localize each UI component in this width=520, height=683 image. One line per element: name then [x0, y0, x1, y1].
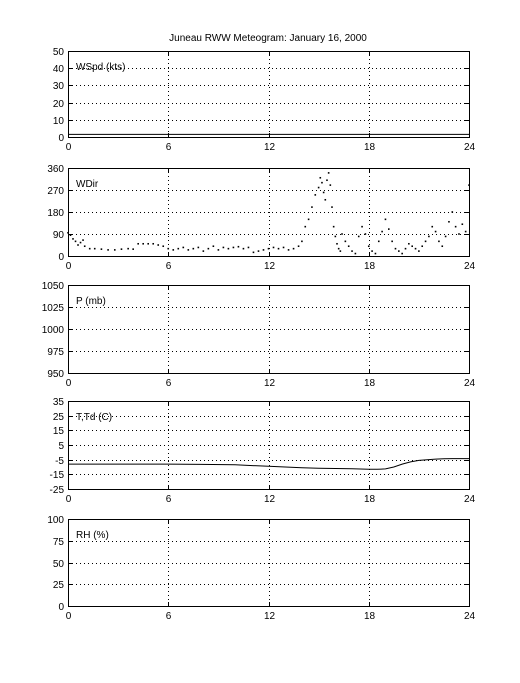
data-point [278, 248, 280, 250]
data-point [415, 248, 417, 250]
data-point [411, 245, 413, 247]
data-point [338, 248, 340, 250]
y-axis-label: T,Td (C) [76, 412, 113, 423]
axes-frame [69, 52, 470, 138]
data-point [395, 248, 397, 250]
y-tick-label: -15 [49, 470, 64, 481]
data-point [70, 234, 72, 236]
figure-title: Juneau RWW Meteogram: January 16, 2000 [169, 33, 367, 44]
data-point [405, 248, 407, 250]
data-point [421, 245, 423, 247]
data-point [368, 245, 370, 247]
data-point [288, 249, 290, 251]
x-tick-label: 12 [263, 611, 276, 622]
data-point [333, 226, 335, 228]
y-tick-label: 100 [47, 515, 64, 526]
panel-wspd [53, 47, 476, 153]
x-tick-label: 24 [463, 494, 476, 505]
data-point [127, 248, 129, 250]
data-point [451, 211, 453, 213]
data-point [293, 248, 295, 250]
data-point [89, 248, 91, 250]
data-point [365, 233, 367, 235]
panel-rh [47, 515, 475, 622]
data-point [273, 247, 275, 249]
y-tick-label: 20 [52, 99, 64, 110]
y-tick-label: 180 [47, 208, 64, 219]
y-axis-label: WDir [76, 179, 99, 190]
y-tick-label: 25 [52, 580, 64, 591]
panel-temp [50, 397, 476, 505]
y-tick-label: 90 [52, 230, 64, 241]
x-tick-label: 18 [363, 261, 376, 272]
data-point [425, 241, 427, 243]
x-tick-label: 6 [165, 611, 172, 622]
data-point [238, 246, 240, 248]
panel-pressure [42, 281, 476, 389]
data-point [385, 219, 387, 221]
data-point [94, 248, 96, 250]
data-point [298, 245, 300, 247]
data-point [193, 248, 195, 250]
data-point [378, 241, 380, 243]
data-point [408, 243, 410, 245]
data-point [323, 192, 325, 194]
y-tick-label: -25 [49, 485, 64, 496]
x-tick-label: 0 [65, 611, 72, 622]
x-tick-label: 18 [363, 494, 376, 505]
data-point [233, 247, 235, 249]
y-tick-label: 0 [58, 133, 64, 144]
data-point [114, 249, 116, 251]
data-point [428, 236, 430, 238]
y-tick-label: 5 [58, 441, 64, 452]
data-point [398, 250, 400, 252]
x-tick-label: 18 [363, 142, 376, 153]
data-point [258, 250, 260, 252]
x-tick-label: 24 [463, 378, 476, 389]
data-point [213, 245, 215, 247]
x-tick-label: 24 [463, 142, 476, 153]
data-point [167, 248, 169, 250]
data-point [137, 243, 139, 245]
x-tick-label: 18 [363, 611, 376, 622]
data-point [431, 226, 433, 228]
data-point [321, 182, 323, 184]
y-tick-label: 50 [52, 559, 64, 570]
y-tick-label: 10 [52, 116, 64, 127]
y-tick-label: 975 [47, 347, 64, 358]
data-point [283, 247, 285, 249]
data-point [401, 253, 403, 255]
data-point [80, 242, 82, 244]
data-point [132, 248, 134, 250]
data-point [188, 249, 190, 251]
data-point [326, 179, 328, 181]
x-tick-label: 6 [165, 378, 172, 389]
y-tick-label: 360 [47, 164, 64, 175]
data-point [157, 244, 159, 246]
y-tick-label: 35 [52, 397, 64, 408]
data-point [177, 248, 179, 250]
data-point [304, 226, 306, 228]
y-tick-label: 15 [52, 426, 64, 437]
data-point [311, 206, 313, 208]
data-point [268, 248, 270, 250]
y-tick-label: -5 [55, 456, 64, 467]
data-point [468, 184, 470, 186]
data-point [203, 250, 205, 252]
data-point [361, 226, 363, 228]
data-point [253, 252, 255, 254]
data-point [371, 250, 373, 252]
data-point [330, 184, 332, 186]
data-point [448, 221, 450, 223]
data-point [462, 223, 464, 225]
x-tick-label: 24 [463, 261, 476, 272]
data-point [228, 248, 230, 250]
data-point [348, 245, 350, 247]
x-tick-label: 6 [165, 494, 172, 505]
data-point [318, 187, 320, 189]
y-tick-label: 1050 [41, 281, 64, 292]
y-tick-label: 0 [58, 602, 64, 613]
x-tick-label: 6 [165, 142, 172, 153]
data-point [441, 245, 443, 247]
data-point [198, 247, 200, 249]
y-tick-label: 50 [52, 47, 64, 58]
data-point [84, 245, 86, 247]
y-tick-label: 40 [52, 64, 64, 75]
x-tick-label: 0 [65, 494, 72, 505]
data-point [263, 249, 265, 251]
data-point [375, 253, 377, 255]
data-point [381, 231, 383, 233]
data-point [435, 231, 437, 233]
x-tick-label: 18 [363, 378, 376, 389]
panel-wdir [47, 164, 475, 272]
data-point [77, 244, 79, 246]
x-tick-label: 0 [65, 261, 72, 272]
data-point [336, 243, 338, 245]
data-point [465, 231, 467, 233]
data-point [391, 241, 393, 243]
data-point [72, 238, 74, 240]
x-tick-label: 12 [263, 261, 276, 272]
y-tick-label: 25 [52, 412, 64, 423]
data-point [455, 226, 457, 228]
data-point [319, 177, 321, 179]
data-point [351, 250, 353, 252]
data-point [147, 243, 149, 245]
data-point [248, 247, 250, 249]
data-point [355, 253, 357, 255]
x-tick-label: 6 [165, 261, 172, 272]
x-tick-label: 12 [263, 378, 276, 389]
data-point [458, 233, 460, 235]
data-point [67, 232, 69, 234]
y-tick-label: 30 [52, 81, 64, 92]
data-point [208, 248, 210, 250]
data-point [445, 236, 447, 238]
y-tick-label: 950 [47, 369, 64, 380]
y-tick-label: 1000 [41, 325, 64, 336]
data-point [223, 247, 225, 249]
y-axis-label: WSpd (kts) [76, 62, 126, 73]
data-point [107, 249, 109, 251]
data-point [75, 241, 77, 243]
data-point [308, 219, 310, 221]
panels [42, 47, 476, 622]
data-point [152, 243, 154, 245]
data-point [172, 249, 174, 251]
data-point [82, 239, 84, 241]
data-point [182, 247, 184, 249]
y-tick-label: 75 [52, 537, 64, 548]
data-point [325, 199, 327, 201]
data-point [331, 206, 333, 208]
data-point [335, 236, 337, 238]
x-tick-label: 0 [65, 142, 72, 153]
data-point [328, 172, 330, 174]
data-point [438, 241, 440, 243]
data-point [121, 248, 123, 250]
x-tick-label: 0 [65, 378, 72, 389]
y-tick-label: 1025 [41, 303, 64, 314]
y-tick-label: 0 [58, 252, 64, 263]
data-point [314, 194, 316, 196]
x-tick-label: 24 [463, 611, 476, 622]
data-point [162, 245, 164, 247]
data-point [358, 236, 360, 238]
data-point [341, 233, 343, 235]
data-point [243, 248, 245, 250]
x-tick-label: 12 [263, 494, 276, 505]
data-point [340, 250, 342, 252]
data-point [388, 228, 390, 230]
y-axis-label: P (mb) [76, 296, 106, 307]
data-point [142, 243, 144, 245]
x-tick-label: 12 [263, 142, 276, 153]
y-axis-label: RH (%) [76, 530, 109, 541]
y-tick-label: 270 [47, 186, 64, 197]
data-point [218, 249, 220, 251]
data-point [418, 250, 420, 252]
data-point [101, 248, 103, 250]
data-point [345, 241, 347, 243]
data-point [301, 241, 303, 243]
